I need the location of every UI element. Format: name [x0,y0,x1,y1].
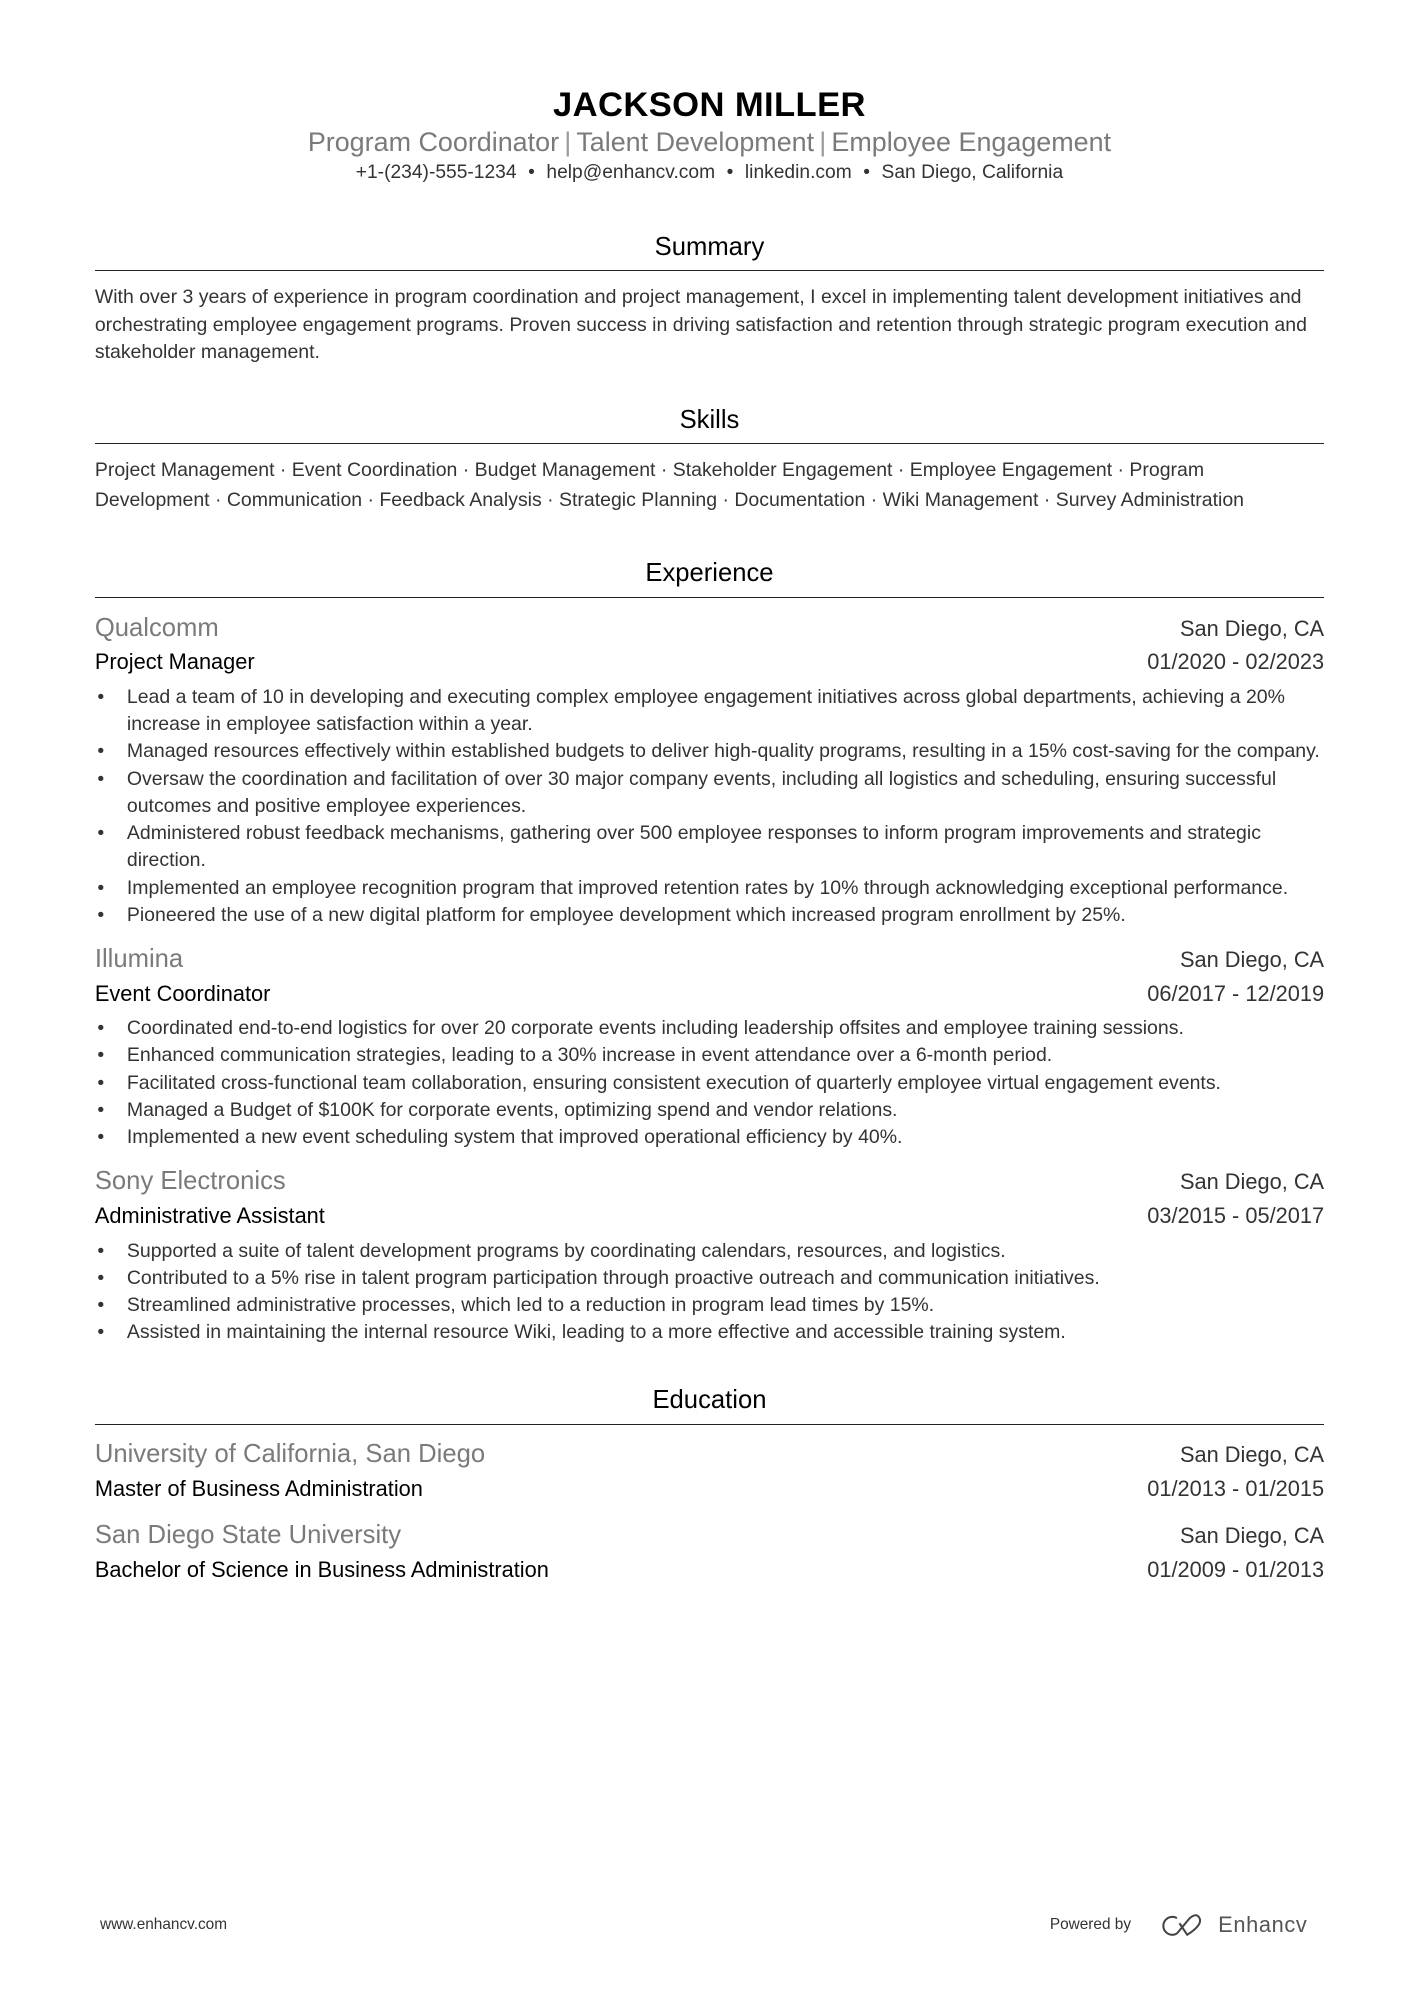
headline-separator: | [564,126,572,157]
school-location: San Diego, CA [1180,1523,1325,1549]
candidate-name: JACKSON MILLER [553,85,866,124]
summary-text: With over 3 years of experience in program coordination and project management, I excel in implementing talent development initiatives and orchestrating employee engagement programs. Proven success in driving satisfaction and retention through strategic program execution and stakeholder management. [94,286,1307,364]
school-location: San Diego, CA [1180,1442,1325,1468]
achievement-list [95,1238,1324,1347]
education-heading: Education [95,1385,1324,1424]
education-dates: 01/2013 - 01/2015 [1147,1476,1325,1502]
headline [95,126,1324,159]
skills-heading: Skills [95,405,1324,444]
achievement-bullet: • Managed a Budget of $100K for corporate events, optimizing spend and vendor relations. [95,1097,1324,1124]
achievement-bullet: • Implemented an employee recognition program that improved retention rates by 10% through acknowledging exceptional performance. [95,875,1324,902]
job-location: San Diego, CA [1180,615,1325,641]
degree: Bachelor of Science in Business Administration [94,1556,549,1582]
experience-list [95,611,1324,1347]
experience-heading: Experience [95,558,1324,597]
location: San Diego, California [881,161,1064,183]
achievement-bullet: • Contributed to a 5% rise in talent program participation through proactive outreach and communication initiatives. [95,1265,1324,1292]
headline-separator: | [819,126,827,157]
experience-entry [95,611,1324,930]
contact-separator: • [863,161,870,183]
achievement-bullet: • Managed resources effectively within established budgets to deliver high-quality programs, resulting in a 15% cost-saving for the company. [95,738,1324,765]
job-title: Administrative Assistant [94,1203,325,1229]
company-name: Illumina [94,945,184,974]
company-name: Qualcomm [94,613,219,642]
achievement-bullet: • Pioneered the use of a new digital platform for employee development which increased program enrollment by 25%. [95,902,1324,929]
experience-entry [95,1164,1324,1346]
company-name: Sony Electronics [94,1167,286,1196]
footer-website-link[interactable]: www.enhancv.com [99,1916,228,1934]
achievement-bullet: • Oversaw the coordination and facilitation of over 30 major company events, including all logistics and scheduling, ensuring successful outcomes and positive employee experiences. [95,766,1324,821]
achievement-bullet: • Coordinated end-to-end logistics for over 20 corporate events including leadership offsites and employee training sessions. [95,1015,1324,1042]
contact-separator: • [528,161,535,183]
education-entry [95,1437,1324,1505]
achievement-list [95,684,1324,930]
achievement-bullet: • Supported a suite of talent development programs by coordinating calendars, resources, and logistics. [95,1238,1324,1265]
achievement-bullet: • Assisted in maintaining the internal resource Wiki, leading to a more effective and accessible training system. [95,1319,1324,1346]
contact-info [95,159,1324,187]
achievement-bullet: • Lead a team of 10 in developing and executing complex employee engagement initiatives across global departments, achieving a 20% increase in employee satisfaction within a year. [95,684,1324,739]
achievement-bullet: • Streamlined administrative processes, which led to a reduction in program lead times by 15%. [95,1292,1324,1319]
education-dates: 01/2009 - 01/2013 [1147,1556,1325,1582]
skills-list: Project Management · Event Coordination · Budget Management · Stakeholder Engagement · Employee Engagement · Program Development · Communication · Feedback Analysis · Strategic Planning · Documentation · Wiki Management · Survey Administration [94,458,1244,511]
phone: +1-(234)-555-1234 [355,161,517,183]
school-name: University of California, San Diego [94,1440,486,1469]
achievement-bullet: • Administered robust feedback mechanisms, gathering over 500 employee responses to inform program improvements and strategic direction. [95,820,1324,875]
enhancv-logo-icon [1159,1913,1205,1939]
job-location: San Diego, CA [1180,947,1325,973]
experience-entry [95,942,1324,1152]
brand-name: Enhancv [1218,1912,1308,1938]
education-entry [95,1518,1324,1586]
job-title: Event Coordinator [94,980,271,1006]
achievement-list [95,1015,1324,1151]
footer [100,1912,1307,1938]
headline-item: Employee Engagement [831,126,1112,157]
achievement-bullet: • Facilitated cross-functional team collaboration, ensuring consistent execution of quarterly employee virtual engagement events. [95,1070,1324,1097]
job-dates: 01/2020 - 02/2023 [1147,649,1325,675]
contact-separator: • [726,161,734,183]
job-location: San Diego, CA [1180,1169,1325,1195]
summary-heading: Summary [95,232,1324,271]
headline-item: Program Coordinator [307,126,560,157]
achievement-bullet: • Implemented a new event scheduling system that improved operational efficiency by 40%. [95,1124,1324,1151]
job-title: Project Manager [94,649,255,675]
achievement-bullet: • Enhanced communication strategies, leading to a 30% increase in event attendance over a 6-month period. [95,1042,1324,1069]
email-link[interactable]: help@enhancv.com [546,161,716,183]
powered-by [1050,1912,1308,1938]
powered-by-label: Powered by [1049,1916,1132,1934]
school-name: San Diego State University [94,1521,402,1550]
job-dates: 03/2015 - 05/2017 [1147,1203,1325,1229]
education-list [95,1437,1324,1586]
headline-item: Talent Development [576,126,815,157]
degree: Master of Business Administration [94,1476,423,1502]
job-dates: 06/2017 - 12/2019 [1147,980,1325,1006]
linkedin-link[interactable]: linkedin.com [744,161,852,183]
